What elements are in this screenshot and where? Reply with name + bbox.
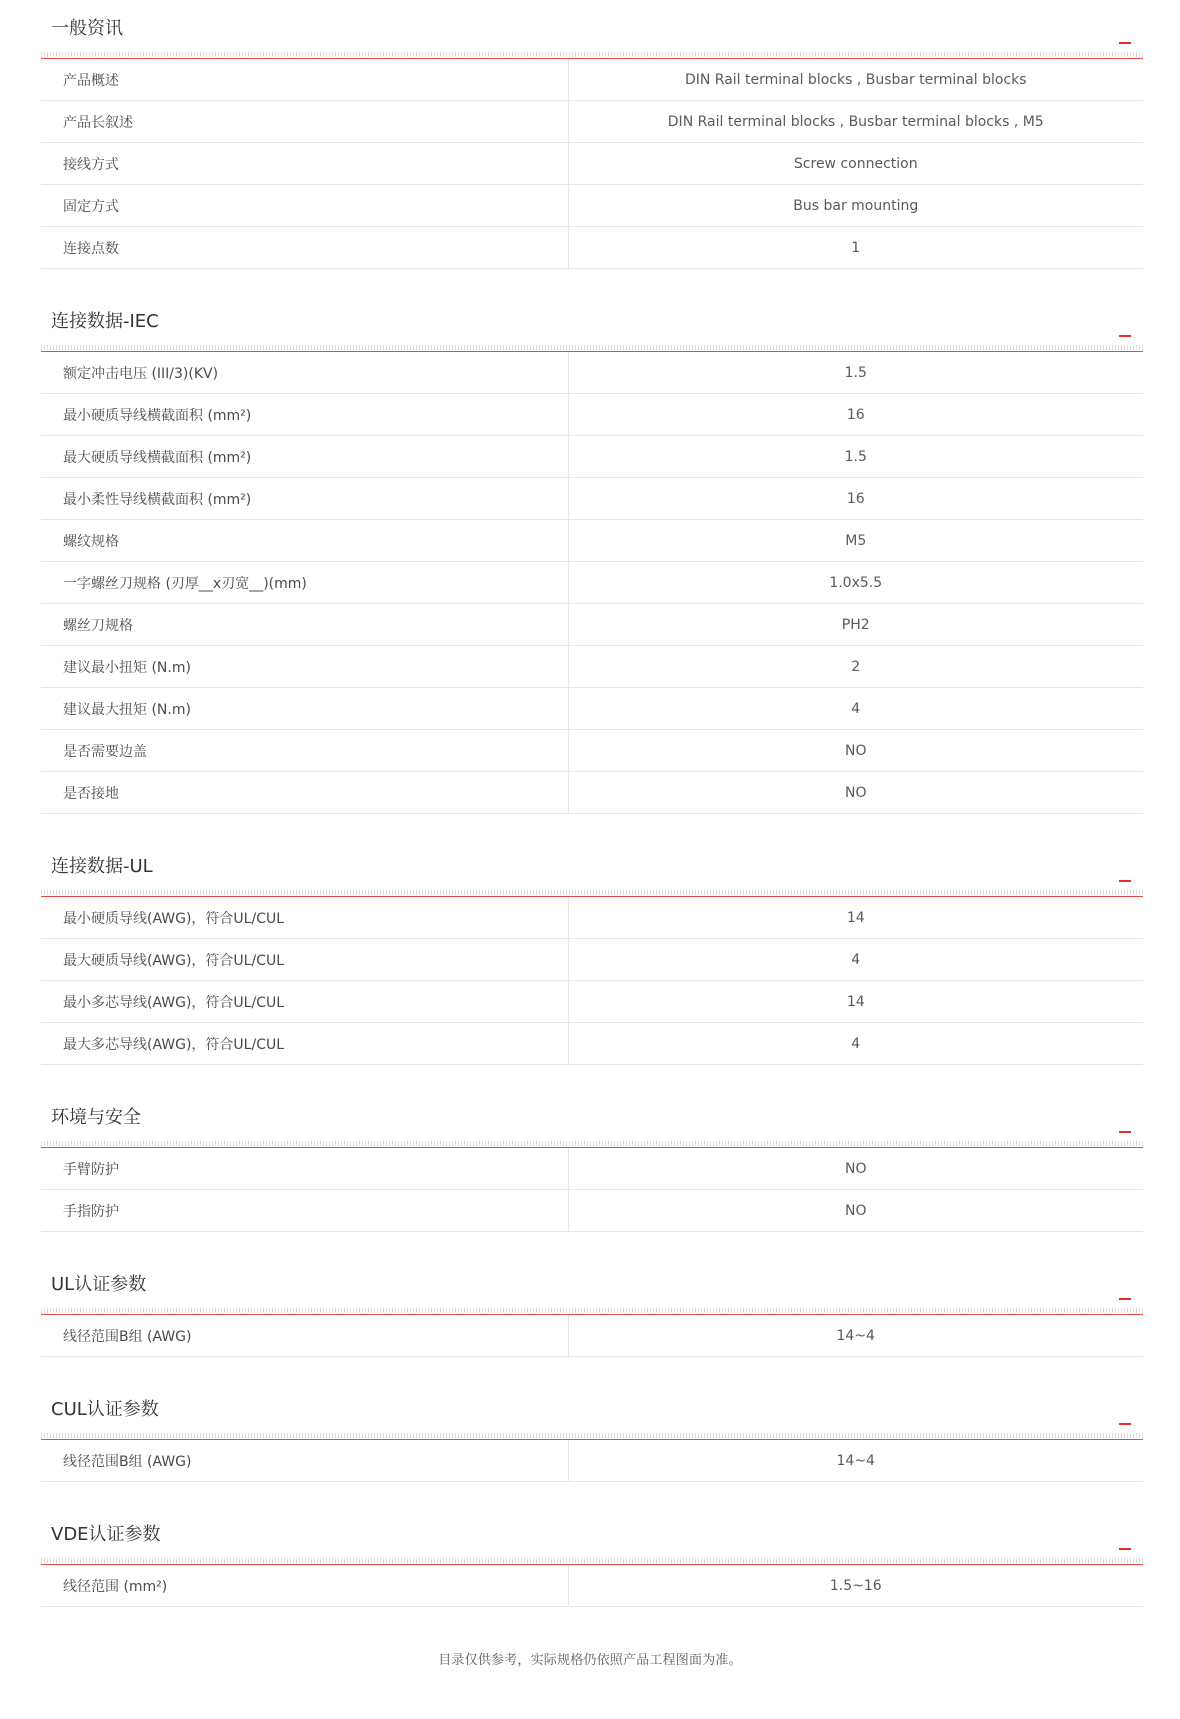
collapse-icon[interactable]	[1119, 872, 1131, 882]
section-ul-certification	[41, 1270, 1143, 1357]
table-row	[41, 730, 1143, 772]
section-header	[41, 1520, 1143, 1565]
section-title: 环境与安全	[51, 1107, 141, 1128]
row-value: NO	[568, 1190, 1143, 1232]
section-header	[41, 1395, 1143, 1440]
table-row	[41, 1440, 1143, 1482]
collapse-icon[interactable]	[1119, 34, 1131, 44]
row-label: 连接点数	[41, 227, 568, 269]
section-header	[41, 307, 1143, 352]
minus-icon	[1119, 42, 1131, 44]
row-label: 接线方式	[41, 143, 568, 185]
table-row	[41, 352, 1143, 394]
row-label: 是否需要边盖	[41, 730, 568, 772]
table-row	[41, 101, 1143, 143]
spec-table	[41, 1315, 1143, 1357]
section-title: 连接数据-UL	[51, 856, 153, 877]
row-value: 1.5~16	[568, 1565, 1143, 1607]
section-header	[41, 14, 1143, 59]
row-label: 额定冲击电压 (III/3)(KV)	[41, 352, 568, 394]
row-label: 最大多芯导线(AWG)，符合UL/CUL	[41, 1023, 568, 1065]
section-vde-certification	[41, 1520, 1143, 1607]
row-label: 螺纹规格	[41, 520, 568, 562]
table-row	[41, 394, 1143, 436]
row-value: 4	[568, 939, 1143, 981]
collapse-icon[interactable]	[1119, 1540, 1131, 1550]
row-label: 建议最小扭矩 (N.m)	[41, 646, 568, 688]
row-value: 14	[568, 897, 1143, 939]
section-title: UL认证参数	[51, 1274, 147, 1295]
row-label: 手指防护	[41, 1190, 568, 1232]
row-value: 16	[568, 394, 1143, 436]
minus-icon	[1119, 1548, 1131, 1550]
table-row	[41, 1565, 1143, 1607]
section-cul-certification	[41, 1395, 1143, 1482]
collapse-icon[interactable]	[1119, 1290, 1131, 1300]
row-value: NO	[568, 730, 1143, 772]
row-label: 最大硬质导线(AWG)，符合UL/CUL	[41, 939, 568, 981]
row-value: 1.5	[568, 352, 1143, 394]
row-label: 线径范围B组 (AWG)	[41, 1315, 568, 1357]
row-label: 最大硬质导线横截面积 (mm²)	[41, 436, 568, 478]
row-value: 16	[568, 478, 1143, 520]
row-label: 手臂防护	[41, 1148, 568, 1190]
section-connection-iec	[41, 307, 1143, 814]
spec-table	[41, 1565, 1143, 1607]
row-label: 产品长叙述	[41, 101, 568, 143]
section-title: 一般资讯	[51, 18, 123, 39]
row-value: 1	[568, 227, 1143, 269]
row-value: 14	[568, 981, 1143, 1023]
footer-note: 目录仅供参考，实际规格仍依照产品工程图面为准。	[438, 1653, 742, 1668]
row-value: DIN Rail terminal blocks , Busbar terminal blocks	[568, 59, 1143, 101]
row-value: 4	[568, 1023, 1143, 1065]
table-row	[41, 897, 1143, 939]
row-label: 最小硬质导线横截面积 (mm²)	[41, 394, 568, 436]
row-value: 1.0x5.5	[568, 562, 1143, 604]
collapse-icon[interactable]	[1119, 1415, 1131, 1425]
section-header	[41, 1103, 1143, 1148]
table-row	[41, 772, 1143, 814]
table-row	[41, 478, 1143, 520]
row-value: 14~4	[568, 1440, 1143, 1482]
section-general-info	[41, 14, 1143, 269]
row-value: DIN Rail terminal blocks , Busbar terminal blocks , M5	[568, 101, 1143, 143]
row-label: 产品概述	[41, 59, 568, 101]
collapse-icon[interactable]	[1119, 327, 1131, 337]
section-title: 连接数据-IEC	[51, 311, 159, 332]
minus-icon	[1119, 1131, 1131, 1133]
table-row	[41, 688, 1143, 730]
row-label: 螺丝刀规格	[41, 604, 568, 646]
table-row	[41, 646, 1143, 688]
row-label: 最小多芯导线(AWG)，符合UL/CUL	[41, 981, 568, 1023]
table-row	[41, 185, 1143, 227]
row-value: 2	[568, 646, 1143, 688]
minus-icon	[1119, 1423, 1131, 1425]
row-value: 1.5	[568, 436, 1143, 478]
section-header	[41, 1270, 1143, 1315]
minus-icon	[1119, 335, 1131, 337]
row-value: Bus bar mounting	[568, 185, 1143, 227]
spec-table	[41, 352, 1143, 814]
row-label: 线径范围B组 (AWG)	[41, 1440, 568, 1482]
table-row	[41, 1148, 1143, 1190]
row-label: 固定方式	[41, 185, 568, 227]
table-row	[41, 143, 1143, 185]
spec-table	[41, 1148, 1143, 1232]
row-label: 最小硬质导线(AWG)，符合UL/CUL	[41, 897, 568, 939]
row-label: 建议最大扭矩 (N.m)	[41, 688, 568, 730]
row-value: M5	[568, 520, 1143, 562]
table-row	[41, 981, 1143, 1023]
row-label: 是否接地	[41, 772, 568, 814]
table-row	[41, 1190, 1143, 1232]
section-header	[41, 852, 1143, 897]
spec-table	[41, 59, 1143, 269]
row-value: NO	[568, 1148, 1143, 1190]
section-connection-ul	[41, 852, 1143, 1065]
row-value: PH2	[568, 604, 1143, 646]
table-row	[41, 520, 1143, 562]
table-row	[41, 227, 1143, 269]
table-row	[41, 436, 1143, 478]
minus-icon	[1119, 1298, 1131, 1300]
row-label: 一字螺丝刀规格 (刃厚__x刃宽__)(mm)	[41, 562, 568, 604]
row-value: 4	[568, 688, 1143, 730]
table-row	[41, 562, 1143, 604]
table-row	[41, 1023, 1143, 1065]
collapse-icon[interactable]	[1119, 1123, 1131, 1133]
minus-icon	[1119, 880, 1131, 882]
table-row	[41, 604, 1143, 646]
row-value: Screw connection	[568, 143, 1143, 185]
row-value: NO	[568, 772, 1143, 814]
row-value: 14~4	[568, 1315, 1143, 1357]
table-row	[41, 59, 1143, 101]
section-title: CUL认证参数	[51, 1399, 159, 1420]
row-label: 线径范围 (mm²)	[41, 1565, 568, 1607]
table-row	[41, 939, 1143, 981]
row-label: 最小柔性导线横截面积 (mm²)	[41, 478, 568, 520]
spec-table	[41, 897, 1143, 1065]
table-row	[41, 1315, 1143, 1357]
section-environment-safety	[41, 1103, 1143, 1232]
spec-table	[41, 1440, 1143, 1482]
section-title: VDE认证参数	[51, 1524, 161, 1545]
